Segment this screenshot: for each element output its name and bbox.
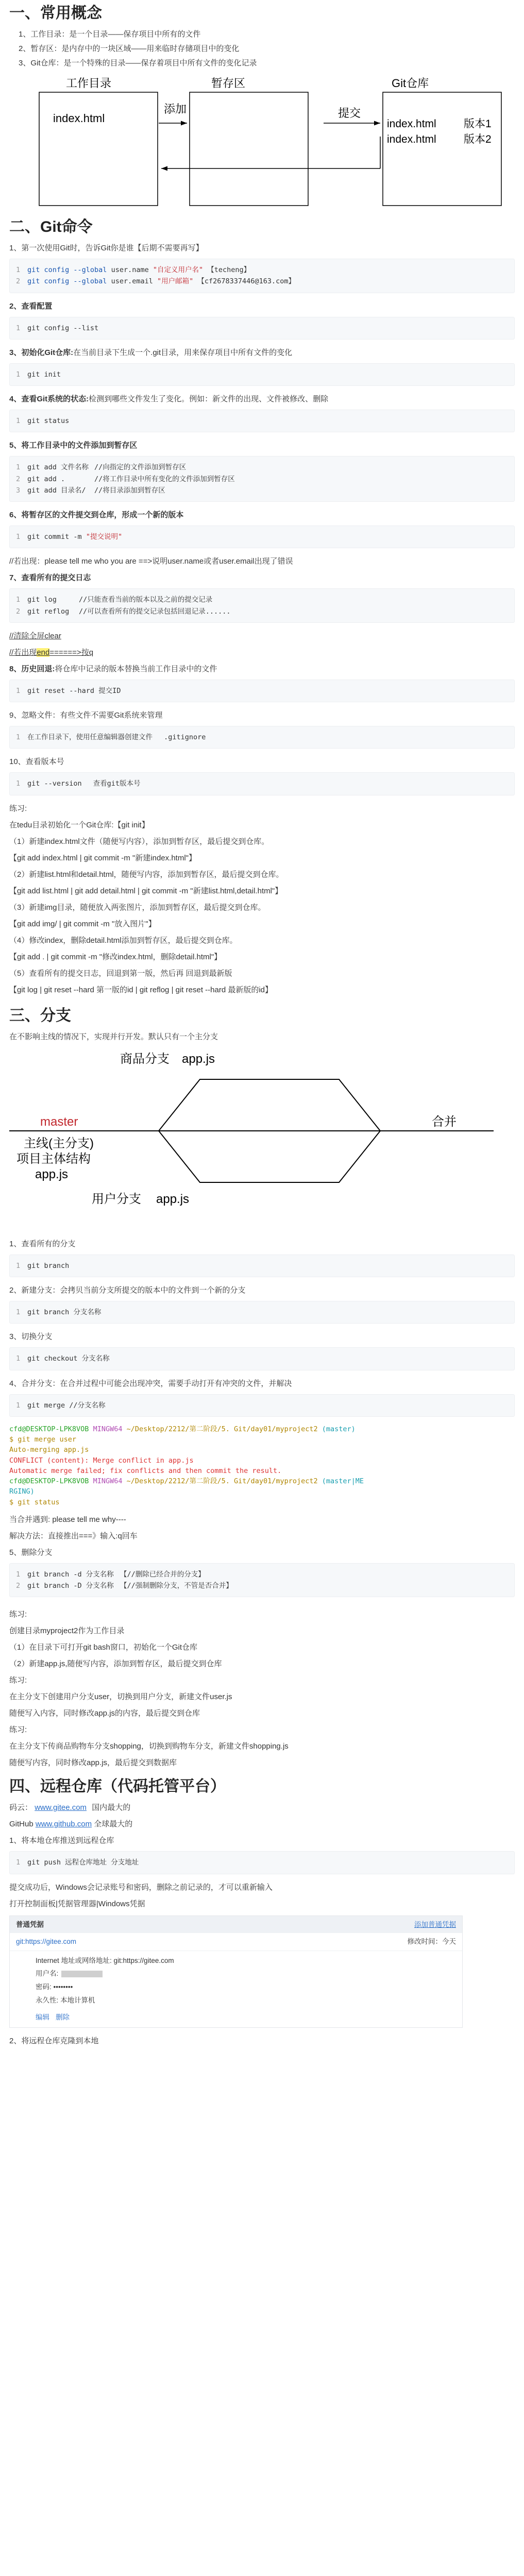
merge-note: 当合并遇到: please tell me why---- xyxy=(9,1515,126,1524)
version1-label: 版本1 xyxy=(464,118,492,130)
exercise-line: 【git add . | git commit -m "修改index.html，删除detail.html"】 xyxy=(9,952,222,961)
branch-step-1: 1、查看所有的分支 xyxy=(9,1239,76,1248)
step-6: 6、将暂存区的文件提交到仓库，形成一个新的版本 xyxy=(9,511,184,520)
version2-label: 版本2 xyxy=(464,133,492,145)
file-label: index.html xyxy=(53,112,105,125)
repo-box xyxy=(383,92,501,206)
credential-row[interactable]: git:https://gitee.com 修改时间：今天 xyxy=(10,1933,462,1951)
exercise-line: （1）新建index.html文件（随便写内容），添加到暂存区，最后提交到仓库。 xyxy=(9,837,269,846)
step-7: 7、查看所有的提交日志 xyxy=(9,573,91,583)
delete-credential-link[interactable]: 删除 xyxy=(56,2013,70,2022)
code-block-branch: 1 git branch xyxy=(9,1255,515,1277)
product-branch-label: 商品分支 xyxy=(120,1052,170,1066)
main-app-label: app.js xyxy=(35,1167,69,1181)
user-app-label: app.js xyxy=(156,1192,190,1206)
exercise-line: 【git add img/ | git commit -m "放入图片"】 xyxy=(9,919,156,928)
exercise-line: （3）新建img目录，随便放入两张图片，添加到暂存区，最后提交到仓库。 xyxy=(9,903,266,912)
remote-gitee: 码云： www.gitee.com 国内最大的 xyxy=(9,1803,131,1812)
code-block-gitignore: 1 在工作目录下，使用任意编辑器创建文件 .gitignore xyxy=(9,726,515,749)
step-5: 5、将工作目录中的文件添加到暂存区 xyxy=(9,441,138,450)
code-block-init: 1 git init xyxy=(9,363,515,386)
exercise-line: 【git add index.html | git commit -m "新建index.html"】 xyxy=(9,853,196,862)
working-dir-label: 工作目录 xyxy=(66,77,112,90)
remote-step-1: 1、将本地仓库推送到远程仓库 xyxy=(9,1836,114,1845)
step-8: 8、历史回退:将仓库中记录的版本替换当前工作目录中的文件 xyxy=(9,664,217,673)
exercise-block-2 xyxy=(9,1608,515,1769)
exercise-line: 【git log | git reset --hard 第一版的id | git reflog | git reset --hard 最新版的id】 xyxy=(9,985,273,994)
step-1: 1、第一次使用Git时，告诉Git你是谁【后期不需要再写】 xyxy=(9,244,204,252)
version1-file: index.html xyxy=(387,118,436,130)
list-item: 3、Git仓库：是一个特殊的目录——保存着项目中所有文件的变化记录 xyxy=(19,59,257,67)
add-credential-link[interactable]: 添加普通凭据 xyxy=(414,1920,456,1928)
exercise-line: 在主分支下创建用户分支user，切换到用户分支，新建文件user.js xyxy=(9,1692,232,1702)
exercise-heading: 练习: xyxy=(9,1676,27,1685)
exercise-line: （1）在目录下可打开git bash窗口，初始化一个Git仓库 xyxy=(9,1643,198,1652)
remote-path: 打开控制面板|凭据管理器|Windows凭据 xyxy=(9,1899,145,1908)
merge-solution: 解决方法：直接推出===》输入:q回车 xyxy=(9,1531,138,1540)
branch-intro: 在不影响主线的情况下，实现并行开发。默认只有一个主分支 xyxy=(9,1032,218,1041)
exercise-line: 随便写入内容，同时修改app.js的内容，最后提交到仓库 xyxy=(9,1709,200,1718)
code-block-merge: 1 git merge //分支名称 xyxy=(9,1394,515,1417)
merge-label: 合并 xyxy=(432,1114,457,1129)
branch-step-5: 5、删除分支 xyxy=(9,1548,53,1557)
step-3: 3、初始化Git仓库:在当前目录下生成一个.git目录，用来保存项目中所有文件的变化 xyxy=(9,348,293,357)
stage-box xyxy=(190,92,308,206)
gitee-link[interactable]: www.gitee.com xyxy=(35,1803,87,1812)
main-branch-label: 主线(主分支) xyxy=(24,1136,94,1150)
code-block-config-user: 1 git config --global user.name "自定义用户名" 【techeng】 2 git config --global user.email "用户邮箱" 【cf2678337446@163.com】 xyxy=(9,259,515,293)
stage-label: 暂存区 xyxy=(211,77,246,90)
branch-diagram xyxy=(9,1047,504,1233)
masked-username xyxy=(61,1971,103,1977)
product-app-label: app.js xyxy=(182,1052,215,1066)
code-block-log: 1 git log //只能查看当前的版本以及之前的提交记录 2 git reflog //可以查看所有的提交记录包括回退记录...... xyxy=(9,588,515,623)
credential-panel xyxy=(9,1916,463,2028)
master-label: master xyxy=(40,1114,78,1129)
git-areas-diagram xyxy=(9,76,504,210)
list-item: 1、工作目录：是一个目录——保存项目中所有的文件 xyxy=(19,30,201,39)
note-clear: //清除全屏clear xyxy=(9,631,61,640)
note-end-q: //若出现end======>按q xyxy=(9,648,94,657)
remote-note: 提交成功后，Windows会记录账号和密码，删除之前记录的，才可以重新输入 xyxy=(9,1883,273,1892)
exercise-line: （4）修改index，删除detail.html添加到暂存区，最后提交到仓库。 xyxy=(9,936,238,945)
section-title-branch: 三、分支 xyxy=(9,1007,71,1024)
exercise-line: 在主分支下传商品购物车分支shopping，切换到购物车分支，新建文件shopping.js xyxy=(9,1742,289,1751)
exercise-heading: 练习: xyxy=(9,1725,27,1735)
exercise-line: （2）新建list.html和detail.html，随便写内容，添加到暂存区，最后提交到仓库。 xyxy=(9,870,284,879)
repo-label: Git仓库 xyxy=(392,77,429,90)
code-block-reset: 1 git reset --hard 提交ID xyxy=(9,680,515,702)
note-who-are-you: //若出现：please tell me who you are ==>说明user.name或者user.email出现了错误 xyxy=(9,557,293,566)
step-9: 9、忽略文件：有些文件不需要Git系统来管理 xyxy=(9,711,163,720)
code-block-version: 1 git --version 查看git版本号 xyxy=(9,772,515,795)
section-title-git-commands: 二、Git命令 xyxy=(9,218,93,235)
code-block-branch-delete: 1 git branch -d 分支名称 【//删除已经合并的分支】 2 git branch -D 分支名称 【//强制删除分支，不管是否合并】 xyxy=(9,1563,515,1598)
code-block-push: 1 git push 远程仓库地址 分支地址 xyxy=(9,1851,515,1874)
exercise-heading: 练习: xyxy=(9,804,27,813)
concept-list xyxy=(19,28,515,70)
step-4: 4、查看Git系统的状态:检测到哪些文件发生了变化。例如：新文件的出现、文件被修改、删除 xyxy=(9,395,329,404)
add-label: 添加 xyxy=(164,103,187,115)
main-structure-label: 项目主体结构 xyxy=(16,1151,91,1166)
version2-file: index.html xyxy=(387,133,436,145)
commit-label: 提交 xyxy=(338,107,361,120)
exercise-line: （5）查看所有的提交日志，回退到第一版，然后再 回退到最新版 xyxy=(9,969,232,978)
code-block-checkout: 1 git checkout 分支名称 xyxy=(9,1347,515,1370)
exercise-line: （2）新建app.js,随便写内容，添加到暂存区，最后提交到仓库 xyxy=(9,1659,222,1669)
remote-github: GitHub www.github.com 全球最大的 xyxy=(9,1820,133,1829)
edit-credential-link[interactable]: 编辑 xyxy=(36,2013,49,2022)
user-branch-label: 用户分支 xyxy=(92,1192,141,1206)
exercise-block-1 xyxy=(9,803,515,996)
github-link[interactable]: www.github.com xyxy=(35,1820,92,1829)
code-block-config-list: 1 git config --list xyxy=(9,317,515,340)
exercise-heading: 练习: xyxy=(9,1610,27,1619)
exercise-line: 随便写内容，同时修改app.js，最后提交到数据库 xyxy=(9,1758,177,1768)
section-title-remote: 四、远程仓库（代码托管平台） xyxy=(9,1778,226,1795)
terminal-output: cfd@DESKTOP-LPK8VOB MINGW64 ~/Desktop/2212/第二阶段/5. Git/day01/myproject2 (master) $ git merge user Auto-merging app.js CONFLICT (content): Merge conflict in app.js Automatic merge failed; fix conflicts and then commit the result. cfd@DESKTOP-LPK8VOB MINGW64 ~/Desktop/2212/第二阶段/5. Git/day01/myproject2 (master|ME RGING) $ git status xyxy=(9,1424,515,1507)
section-title-concepts: 一、常用概念 xyxy=(9,5,102,22)
list-item: 2、暂存区：是内存中的一块区域——用来临时存储项目中的变化 xyxy=(19,44,240,53)
code-block-status: 1 git status xyxy=(9,410,515,432)
exercise-line: 在tedu目录初始化一个Git仓库:【git init】 xyxy=(9,820,149,829)
exercise-line: 【git add list.html | git add detail.html | git commit -m "新建list.html,detail.html"】 xyxy=(9,886,283,895)
remote-step-2: 2、将远程仓库克隆到本地 xyxy=(9,2036,99,2045)
code-block-commit: 1 git commit -m "提交说明" xyxy=(9,526,515,548)
branch-step-2: 2、新建分支：会拷贝当前分支所提交的版本中的文件到一个新的分支 xyxy=(9,1285,246,1295)
step-10: 10、查看版本号 xyxy=(9,757,64,767)
credential-header: 普通凭据 xyxy=(16,1920,44,1928)
credential-details: Internet 地址或网络地址: git:https://gitee.com 用户名: 密码: •••••••• 永久性: 本地计算机 xyxy=(36,1956,174,2004)
working-dir-box xyxy=(39,92,158,206)
branch-step-3: 3、切换分支 xyxy=(9,1332,53,1342)
step-2: 2、查看配置 xyxy=(9,301,53,311)
branch-step-4: 4、合并分支：在合并过程中可能会出现冲突，需要手动打开有冲突的文件，并解决 xyxy=(9,1379,292,1388)
exercise-line: 创建目录myproject2作为工作目录 xyxy=(9,1626,125,1636)
code-block-add: 1 git add 文件名称 //向指定的文件添加到暂存区 2 git add . //将工作目录中所有变化的文件添加到暂存区 3 git add 目录名/ //将目录添加到暂存区 xyxy=(9,456,515,502)
code-block-branch-new: 1 git branch 分支名称 xyxy=(9,1301,515,1324)
